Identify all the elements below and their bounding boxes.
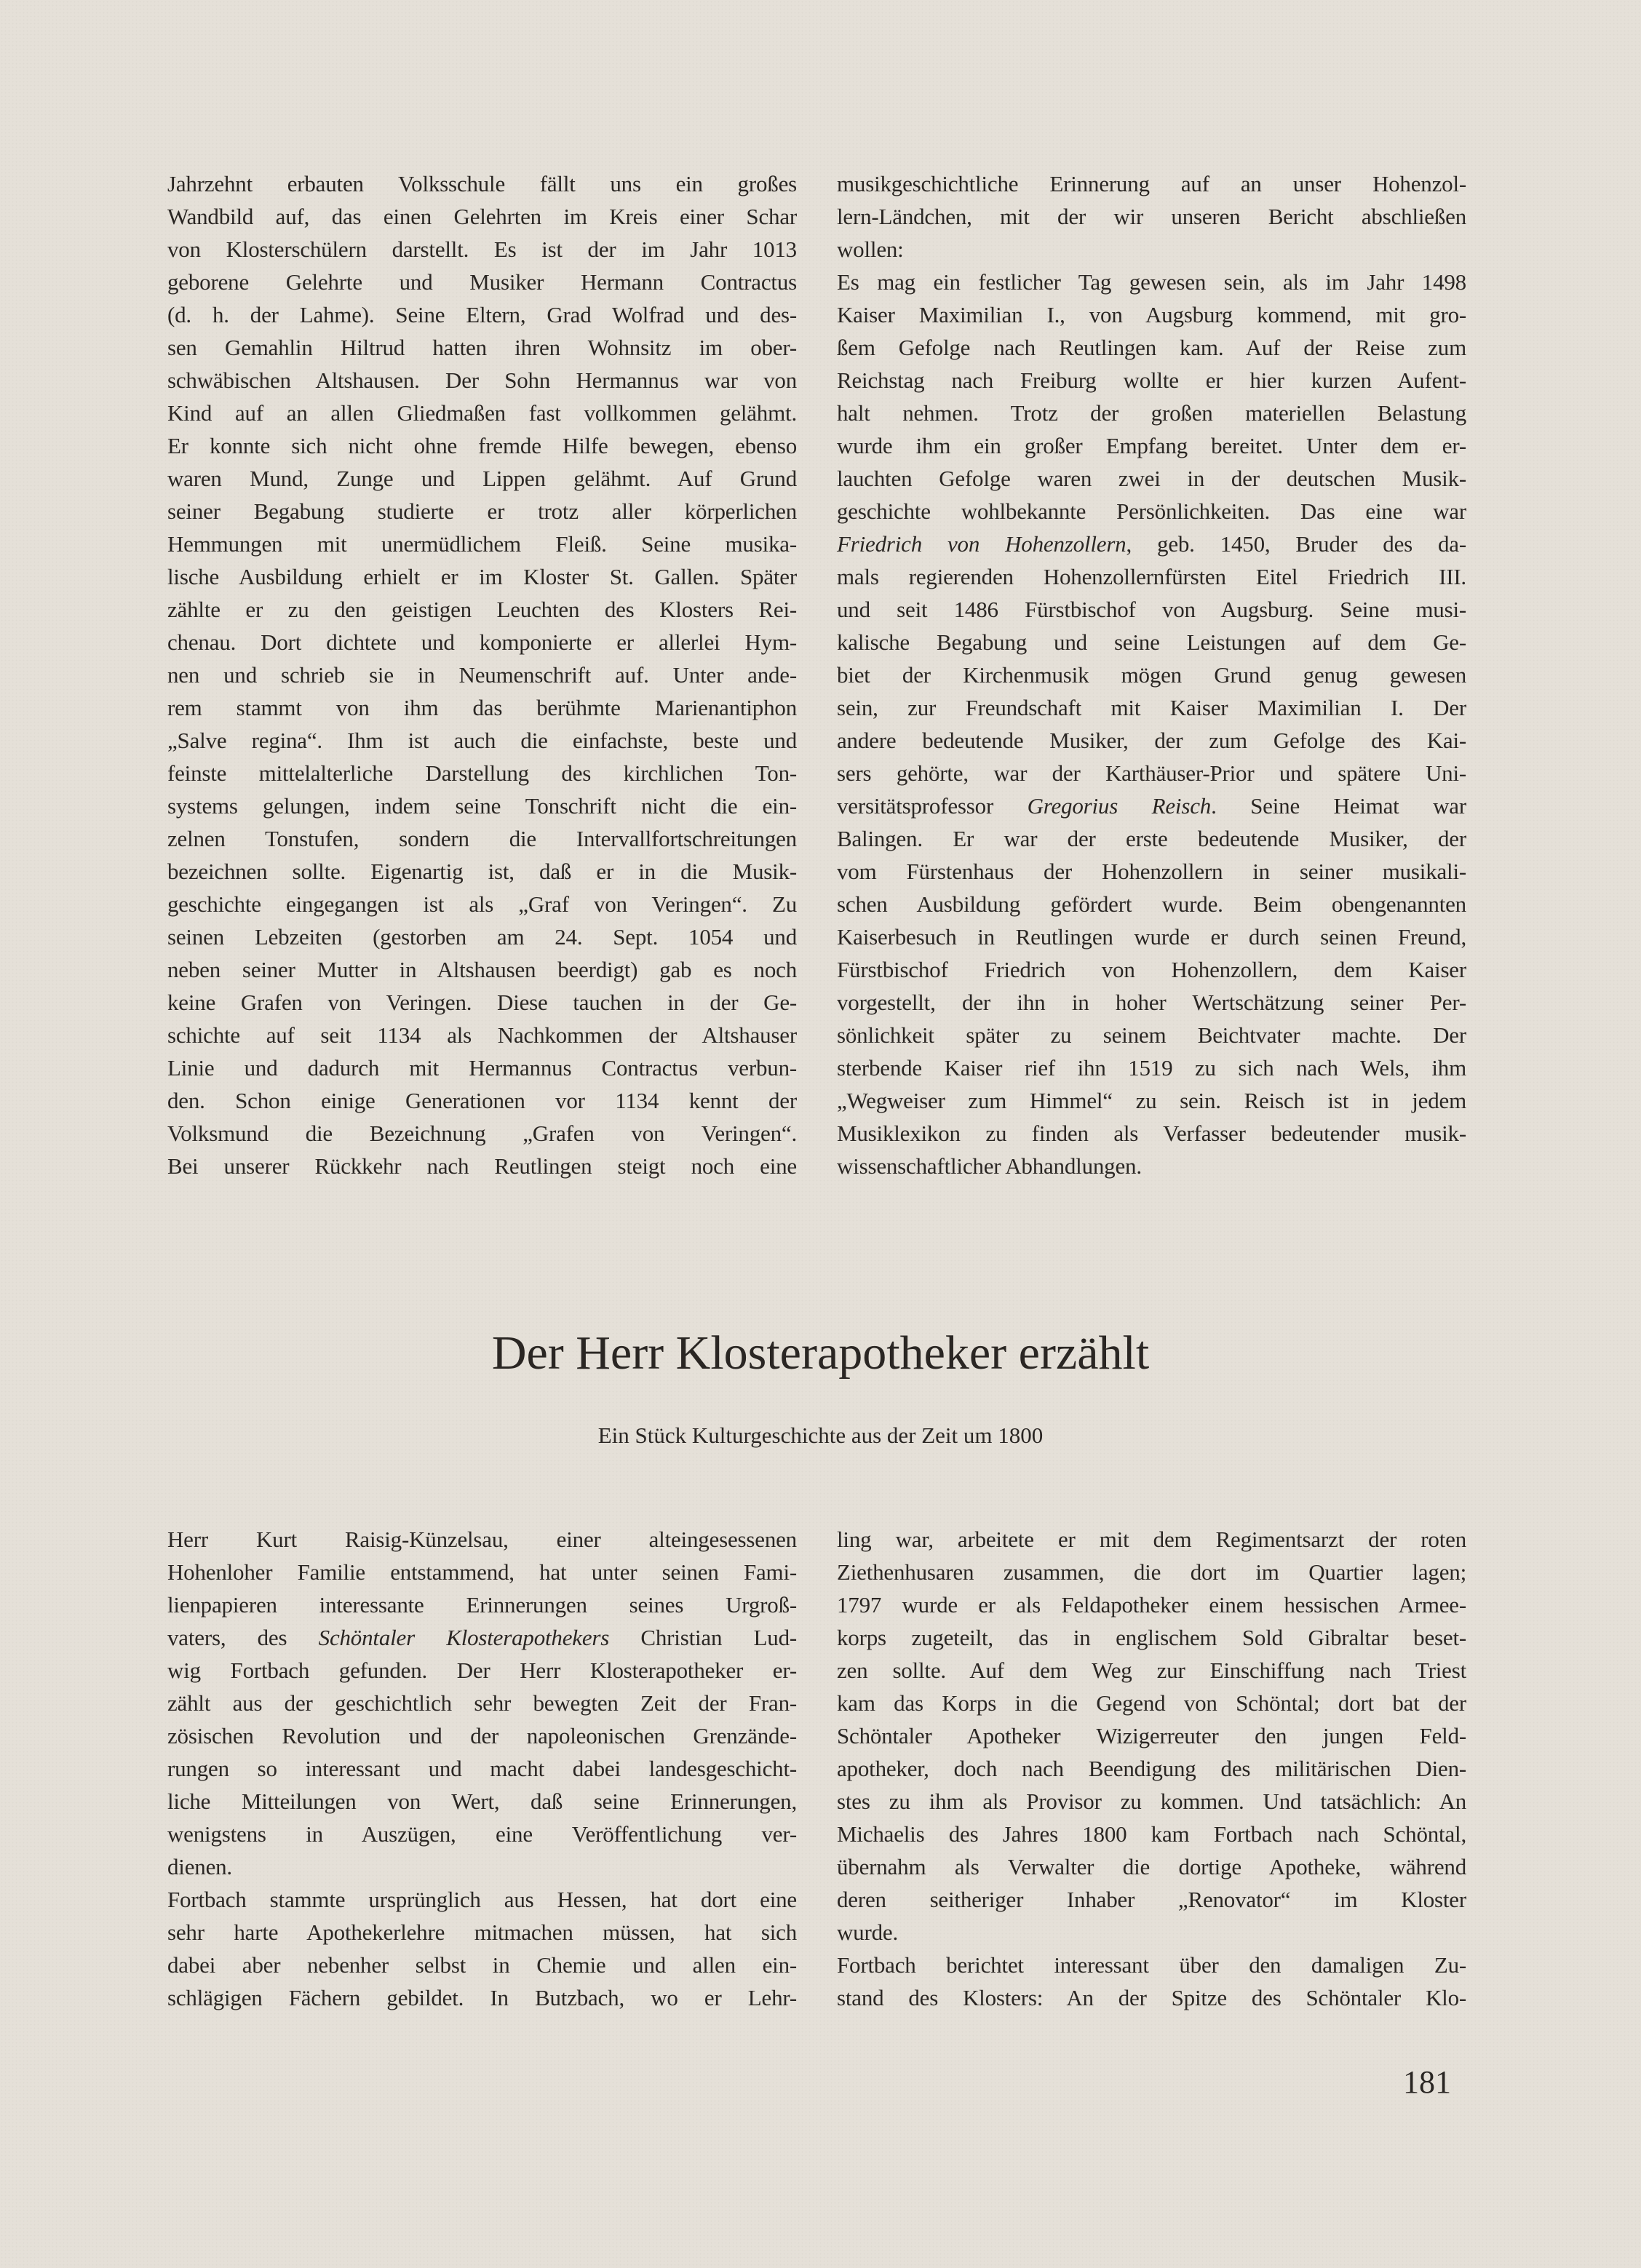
line-text: kalische Begabung und seine Leistungen auf dem Ge- (837, 629, 1466, 655)
text-line (837, 1150, 1466, 1182)
line-text: „Wegweiser zum Himmel“ zu sein. Reisch ist in jedem (837, 1088, 1466, 1113)
text-line (167, 364, 797, 397)
text-line (837, 364, 1466, 397)
line-text: apotheker, doch nach Beendigung des militärischen Dien- (837, 1756, 1466, 1781)
line-text: waren Mund, Zunge und Lippen gelähmt. Auf Grund (167, 466, 797, 491)
line-text: Volksmund die Bezeichnung „Grafen von Veringen“. (167, 1121, 797, 1146)
line-text: Jahrzehnt erbauten Volksschule fällt uns ein großes (167, 171, 797, 196)
text-line (167, 1883, 797, 1916)
text-line (837, 233, 1466, 266)
text-line (837, 691, 1466, 724)
text-line (167, 593, 797, 626)
line-text: Hemmungen mit unermüdlichem Fleiß. Seine musika- (167, 531, 797, 557)
line-text: schwäbischen Altshausen. Der Sohn Hermannus war von (167, 367, 797, 393)
text-line (167, 266, 797, 298)
text-line (837, 953, 1466, 986)
line-text: (d. h. der Lahme). Seine Eltern, Grad Wolfrad und des- (167, 302, 797, 327)
line-text: lienpapieren interessante Erinnerungen seines Urgroß- (167, 1592, 797, 1618)
text-line (837, 724, 1466, 757)
text-line (837, 789, 1466, 822)
line-text: deren seitheriger Inhaber „Renovator“ im Kloster (837, 1887, 1466, 1912)
line-text: vom Fürstenhaus der Hohenzollern in seiner musikali- (837, 859, 1466, 884)
text-line (837, 1916, 1466, 1949)
text-line (837, 1117, 1466, 1150)
text-line (167, 888, 797, 920)
italic-name: Schöntaler Klosterapothekers (318, 1625, 610, 1650)
line-text: Kind auf an allen Gliedmaßen fast vollkommen gelähmt. (167, 400, 797, 426)
line-text: feinste mittelalterliche Darstellung des kirchlichen Ton- (167, 760, 797, 786)
line-text: „Salve regina“. Ihm ist auch die einfachste, beste und (167, 728, 797, 753)
text-line (167, 724, 797, 757)
text-line (837, 1523, 1466, 1556)
line-text: Hohenloher Familie entstammend, hat unter seinen Fami- (167, 1559, 797, 1585)
line-text: wig Fortbach gefunden. Der Herr Klosterapotheker er- (167, 1658, 797, 1683)
line-text: stand des Klosters: An der Spitze des Schöntaler Klo- (837, 1985, 1466, 2010)
line-text: seiner Begabung studierte er trotz aller körperlichen (167, 498, 797, 524)
line-text: zählt aus der geschichtlich sehr bewegten Zeit der Fran- (167, 1690, 797, 1716)
line-text: rem stammt von ihm das berühmte Marienantiphon (167, 695, 797, 720)
line-text: Balingen. Er war der erste bedeutende Musiker, der (837, 826, 1466, 851)
line-text: ßem Gefolge nach Reutlingen kam. Auf der Reise zum (837, 335, 1466, 360)
text-line (837, 200, 1466, 233)
text-line (167, 1051, 797, 1084)
text-line (837, 1051, 1466, 1084)
text-line (167, 658, 797, 691)
text-line (167, 1981, 797, 2014)
text-line (837, 1949, 1466, 1981)
text-line (167, 1523, 797, 1556)
line-text: den. Schon einige Generationen vor 1134 kennt der (167, 1088, 797, 1113)
line-text: seinen Lebzeiten (gestorben am 24. Sept. 1054 und (167, 924, 797, 950)
text-line (837, 1019, 1466, 1051)
continuation-left-column (167, 167, 797, 1182)
text-line (167, 1621, 797, 1654)
line-text: schlägigen Fächern gebildet. In Butzbach, wo er Lehr- (167, 1985, 797, 2010)
line-text: Ziethenhusaren zusammen, die dort im Quartier lagen; (837, 1559, 1466, 1585)
text-line (167, 1818, 797, 1850)
line-prefix: versitätsprofessor (837, 793, 1028, 819)
line-text: Kaiserbesuch in Reutlingen wurde er durch seinen Freund, (837, 924, 1466, 950)
text-line (837, 920, 1466, 953)
text-line (167, 789, 797, 822)
text-line (167, 200, 797, 233)
line-text: wollen: (837, 236, 904, 262)
text-line (167, 1084, 797, 1117)
text-line (167, 1117, 797, 1150)
text-line (837, 658, 1466, 691)
line-text: bezeichnen sollte. Eigenartig ist, daß er in die Musik- (167, 859, 797, 884)
text-line (837, 1818, 1466, 1850)
line-text: kam das Korps in die Gegend von Schöntal; dort bat der (837, 1690, 1466, 1716)
text-line (837, 528, 1466, 560)
text-line (167, 691, 797, 724)
page-number: 181 (1403, 2064, 1451, 2100)
text-line (837, 495, 1466, 528)
line-text: Bei unserer Rückkehr nach Reutlingen steigt noch eine (167, 1153, 797, 1179)
line-text: Wandbild auf, das einen Gelehrten im Kreis einer Schar (167, 204, 797, 229)
italic-name: Friedrich von Hohenzollern (837, 531, 1127, 557)
text-line (167, 528, 797, 560)
text-line (837, 462, 1466, 495)
line-text: sehr harte Apothekerlehre mitmachen müssen, hat sich (167, 1919, 797, 1945)
text-line (167, 1785, 797, 1818)
line-text: rungen so interessant und macht dabei landesgeschicht- (167, 1756, 797, 1781)
line-text: neben seiner Mutter in Altshausen beerdigt) gab es noch (167, 957, 797, 982)
line-text: wenigstens in Auszügen, eine Veröffentlichung ver- (167, 1821, 797, 1847)
line-text: korps zugeteilt, das in englischem Sold Gibraltar beset- (837, 1625, 1466, 1650)
text-line (837, 397, 1466, 429)
line-text: chenau. Dort dichtete und komponierte er allerlei Hym- (167, 629, 797, 655)
article-title: Der Herr Klosterapotheker erzählt (491, 1326, 1150, 1380)
text-line (167, 397, 797, 429)
text-line (167, 1556, 797, 1588)
text-line (167, 331, 797, 364)
text-line (837, 757, 1466, 789)
line-text: geschichte eingegangen ist als „Graf von Veringen“. Zu (167, 891, 797, 917)
text-line (167, 1752, 797, 1785)
italic-name: Gregorius Reisch (1027, 793, 1212, 819)
text-line (837, 1556, 1466, 1588)
line-text: sen Gemahlin Hiltrud hatten ihren Wohnsitz im ober- (167, 335, 797, 360)
line-text: halt nehmen. Trotz der großen materiellen Belastung (837, 400, 1466, 426)
line-text: , geb. 1450, Bruder des da- (1126, 531, 1466, 557)
line-text: systems gelungen, indem seine Tonschrift nicht die ein- (167, 793, 797, 819)
continuation-right-column (837, 167, 1466, 1182)
text-line (837, 1654, 1466, 1687)
line-text: sönlichkeit später zu seinem Beichtvater machte. Der (837, 1022, 1466, 1048)
line-text: übernahm als Verwalter die dortige Apotheke, während (837, 1854, 1466, 1879)
text-line (837, 1752, 1466, 1785)
text-line (837, 266, 1466, 298)
line-text: Christian Lud- (609, 1625, 797, 1650)
text-line (167, 1150, 797, 1182)
line-text: Linie und dadurch mit Hermannus Contractus verbun- (167, 1055, 797, 1081)
line-text: schen Ausbildung gefördert wurde. Beim obengenannten (837, 891, 1466, 917)
line-text: wurde ihm ein großer Empfang bereitet. Unter dem er- (837, 433, 1466, 458)
line-text: Kaiser Maximilian I., von Augsburg kommend, mit gro- (837, 302, 1466, 327)
text-line (837, 560, 1466, 593)
line-text: liche Mitteilungen von Wert, daß seine Erinnerungen, (167, 1788, 797, 1814)
text-line (167, 298, 797, 331)
line-text: und seit 1486 Fürstbischof von Augsburg. Seine musi- (837, 597, 1466, 622)
text-line (837, 626, 1466, 658)
article-left-column (167, 1523, 797, 2014)
line-text: Herr Kurt Raisig-Künzelsau, einer alteingesessenen (167, 1527, 797, 1552)
line-text: ling war, arbeitete er mit dem Regimentsarzt der roten (837, 1527, 1466, 1552)
line-text: Michaelis des Jahres 1800 kam Fortbach nach Schöntal, (837, 1821, 1466, 1847)
line-text: wurde. (837, 1919, 899, 1945)
text-line (837, 331, 1466, 364)
line-text: sein, zur Freundschaft mit Kaiser Maximilian I. Der (837, 695, 1466, 720)
text-line (837, 1687, 1466, 1719)
line-text: lauchten Gefolge waren zwei in der deutschen Musik- (837, 466, 1466, 491)
text-line (167, 1687, 797, 1719)
line-text: dienen. (167, 1854, 232, 1879)
line-text: nen und schrieb sie in Neumenschrift auf. Unter ande- (167, 662, 797, 688)
text-line (837, 593, 1466, 626)
line-text: Fortbach stammte ursprünglich aus Hessen, hat dort eine (167, 1887, 797, 1912)
line-text: . Seine Heimat war (1211, 793, 1466, 819)
text-line (167, 626, 797, 658)
line-text: andere bedeutende Musiker, der zum Gefolge des Kai- (837, 728, 1466, 753)
line-text: dabei aber nebenher selbst in Chemie und allen ein- (167, 1952, 797, 1978)
text-line (837, 1981, 1466, 2014)
line-text: zösischen Revolution und der napoleonischen Grenzände- (167, 1723, 797, 1748)
line-text: von Klosterschülern darstellt. Es ist der im Jahr 1013 (167, 236, 797, 262)
line-text: sterbende Kaiser rief ihn 1519 zu sich nach Wels, ihm (837, 1055, 1466, 1081)
text-line (167, 233, 797, 266)
text-line (167, 1916, 797, 1949)
line-text: sers gehörte, war der Karthäuser-Prior und spätere Uni- (837, 760, 1466, 786)
line-text: geborene Gelehrte und Musiker Hermann Contractus (167, 269, 797, 295)
text-line (167, 1019, 797, 1051)
text-line (167, 495, 797, 528)
text-line (837, 1719, 1466, 1752)
article-right-column (837, 1523, 1466, 2014)
text-line (167, 855, 797, 888)
line-text: geschichte wohlbekannte Persönlichkeiten. Das eine war (837, 498, 1466, 524)
text-line (167, 167, 797, 200)
line-text: Fortbach berichtet interessant über den damaligen Zu- (837, 1952, 1466, 1978)
text-line (167, 560, 797, 593)
article-subtitle: Ein Stück Kulturgeschichte aus der Zeit um 1800 (597, 1423, 1044, 1448)
text-line (837, 855, 1466, 888)
line-text: Reichstag nach Freiburg wollte er hier kurzen Aufent- (837, 367, 1466, 393)
line-text: vorgestellt, der ihn in hoher Wertschätzung seiner Per- (837, 990, 1466, 1015)
text-line (167, 822, 797, 855)
line-text: keine Grafen von Veringen. Diese tauchen in der Ge- (167, 990, 797, 1015)
line-text: 1797 wurde er als Feldapotheker einem hessischen Armee- (837, 1592, 1466, 1618)
line-text: musikgeschichtliche Erinnerung auf an unser Hohenzol- (837, 171, 1466, 196)
text-line (837, 1850, 1466, 1883)
line-text: zen sollte. Auf dem Weg zur Einschiffung nach Triest (837, 1658, 1466, 1683)
line-text: Fürstbischof Friedrich von Hohenzollern, dem Kaiser (837, 957, 1466, 982)
text-line (167, 757, 797, 789)
text-line (837, 298, 1466, 331)
line-text: zählte er zu den geistigen Leuchten des Klosters Rei- (167, 597, 797, 622)
text-line (837, 1883, 1466, 1916)
line-text: Musiklexikon zu finden als Verfasser bedeutender musik- (837, 1121, 1466, 1146)
text-line (837, 822, 1466, 855)
text-line (167, 1850, 797, 1883)
text-line (837, 1588, 1466, 1621)
text-line (837, 1621, 1466, 1654)
text-line (167, 953, 797, 986)
text-line (167, 1588, 797, 1621)
line-text: wissenschaftlicher Abhandlungen. (837, 1153, 1142, 1179)
text-line (837, 1785, 1466, 1818)
line-text: mals regierenden Hohenzollernfürsten Eitel Friedrich III. (837, 564, 1466, 589)
line-text: lern-Ländchen, mit der wir unseren Bericht abschließen (837, 204, 1466, 229)
line-text: biet der Kirchenmusik mögen Grund genug gewesen (837, 662, 1466, 688)
text-line (167, 1719, 797, 1752)
line-text: stes zu ihm als Provisor zu kommen. Und tatsächlich: An (837, 1788, 1466, 1814)
text-line (837, 429, 1466, 462)
text-line (167, 920, 797, 953)
text-line (167, 462, 797, 495)
text-line (837, 167, 1466, 200)
text-line (837, 986, 1466, 1019)
text-line (167, 1654, 797, 1687)
line-text: Schöntaler Apotheker Wizigerreuter den jungen Feld- (837, 1723, 1466, 1748)
line-text: Er konnte sich nicht ohne fremde Hilfe bewegen, ebenso (167, 433, 797, 458)
text-line (167, 986, 797, 1019)
text-line (167, 429, 797, 462)
text-line (837, 1084, 1466, 1117)
line-text: Es mag ein festlicher Tag gewesen sein, als im Jahr 1498 (837, 269, 1466, 295)
line-text: lische Ausbildung erhielt er im Kloster St. Gallen. Später (167, 564, 797, 589)
line-text: schichte auf seit 1134 als Nachkommen der Altshauser (167, 1022, 797, 1048)
line-prefix: vaters, des (167, 1625, 319, 1650)
line-text: zelnen Tonstufen, sondern die Intervallfortschreitungen (167, 826, 797, 851)
text-line (837, 888, 1466, 920)
text-line (167, 1949, 797, 1981)
